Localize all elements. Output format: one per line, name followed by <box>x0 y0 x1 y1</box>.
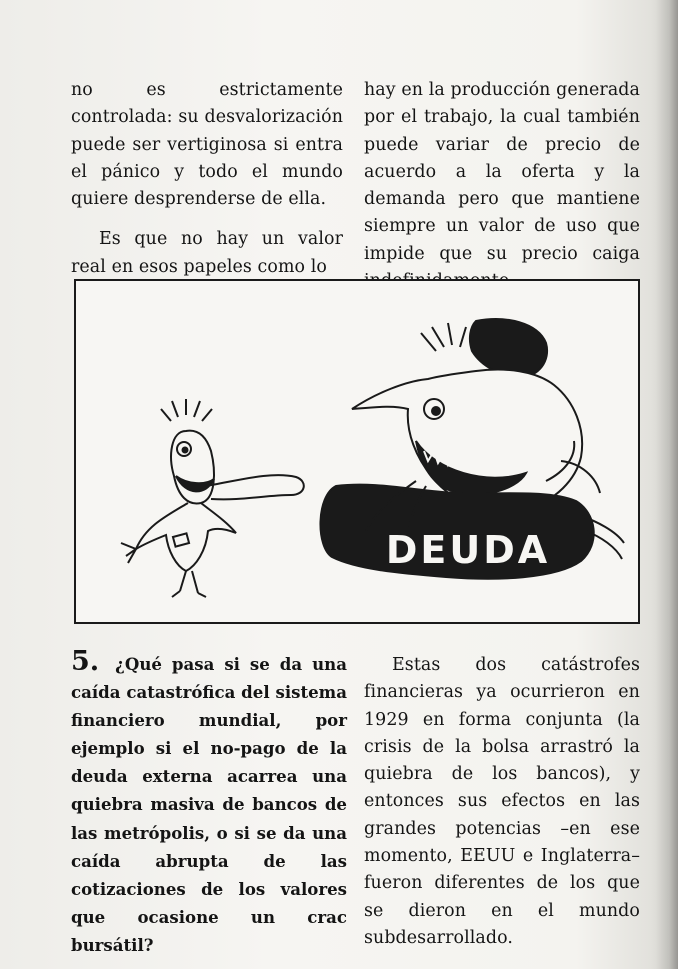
cartoon-illustration <box>74 279 640 624</box>
left-column-top <box>71 77 343 281</box>
small-creature-drawing <box>121 399 304 597</box>
question-number: 5. <box>71 646 100 677</box>
right-column-bottom <box>364 652 640 952</box>
left-paragraph-2: Es que no hay un valor real en esos papeles como lo <box>71 229 343 277</box>
right-column-top <box>364 77 640 295</box>
left-paragraph-1: no es estrictamente controlada: su desvalorización puede ser vertiginosa si entra el pánico y todo el mundo quiere desprenderse de ella. <box>71 80 343 210</box>
cartoon-drawing <box>76 281 638 622</box>
page-edge-shadow <box>656 0 678 969</box>
right-paragraph-2: Estas dos catástrofes financieras ya ocurrieron en 1929 en forma conjunta (la crisis de la bolsa arrastró la quiebra de los bancos), y entonces sus efectos en las grandes potencias –en ese momento, EEUU e Inglaterra– fueron diferentes de los que se dieron en el mundo subdesarrollado. <box>364 655 640 948</box>
question-block <box>71 648 347 959</box>
right-paragraph-1: hay en la producción generada por el trabajo, la cual también puede variar de precio de acuerdo a la oferta y la demanda pero que mantiene siempre un valor de uso que impide que su precio caiga <box>364 80 640 264</box>
debt-label: DEUDA <box>385 528 551 572</box>
question-text: ¿Qué pasa si se da una caída catastrófica del sistema financiero mundial, por ejemplo si el no-pago de la deuda externa acarrea una quiebra masiva de bancos de las metrópolis, o si se da una caída abrupta de las cotizaciones de los valores que ocasione un crac bursátil? <box>71 654 347 955</box>
